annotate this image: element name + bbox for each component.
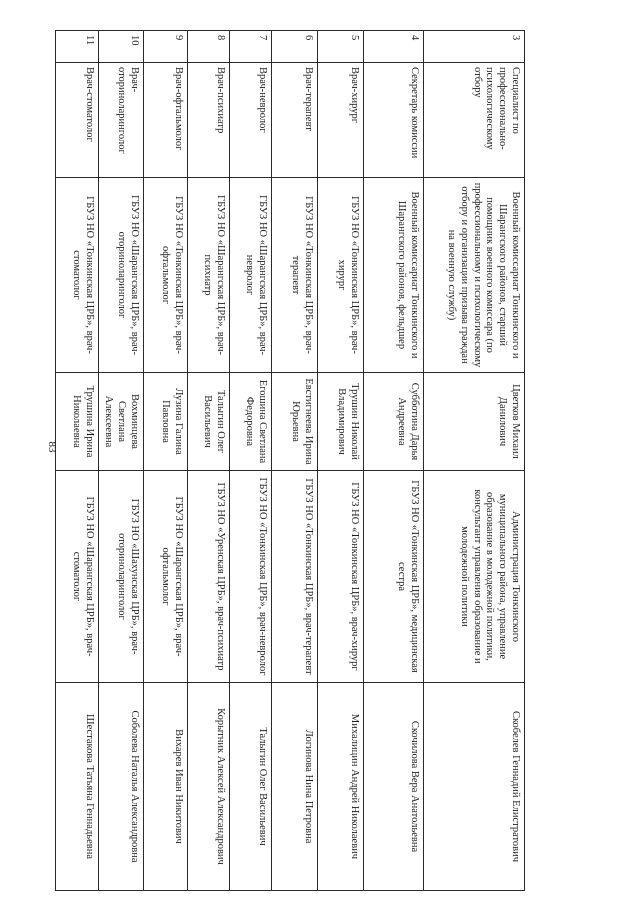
deputy-position-cell: ГБУЗ НО «Шахунская ЦРБ», врач-оториноларинголог (98, 471, 143, 683)
commission-table-container (57, 30, 525, 890)
deputy-position-cell: ГБУЗ НО «Тонкинская ЦРБ», медицинская сестра (364, 471, 424, 683)
role-cell: Врач-стоматолог (55, 63, 98, 178)
deputy-person-cell: Скочилова Вера Анатольевна (364, 683, 424, 891)
main-person-cell: Евстигнеева Ирина Юрьевна (272, 373, 318, 471)
main-position-cell: ГБУЗ НО «Шарангская ЦРБ», врач-оториноларинголог (98, 178, 143, 373)
role-cell: Врач-психиатр (188, 63, 230, 178)
main-position-cell: ГБУЗ НО «Шарангская ЦРБ», врач-психиатр (188, 178, 230, 373)
main-position-cell: ГБУЗ НО «Тонкинская ЦРБ», врач-хирург (318, 178, 364, 373)
row-number: 3 (424, 31, 525, 63)
table-row (144, 31, 188, 891)
deputy-position-cell: ГБУЗ НО «Шарангская ЦРБ», врач-офтальмолог (144, 471, 188, 683)
role-cell: Врач-оториноларинголог (98, 63, 143, 178)
row-number: 11 (55, 31, 98, 63)
deputy-person-cell: Талыгин Олег Васильевич (230, 683, 272, 891)
table-row (55, 31, 98, 891)
row-number: 8 (188, 31, 230, 63)
main-position-cell: ГБУЗ НО «Тонкинская ЦРБ», врач-стоматолог (55, 178, 98, 373)
role-cell: Врач-терапевт (272, 63, 318, 178)
main-person-cell: Лузина Галина Павловна (144, 373, 188, 471)
deputy-person-cell: Скобелев Геннадий Елистратович (424, 683, 525, 891)
deputy-person-cell: Михалицин Андрей Николаевич (318, 683, 364, 891)
row-number: 7 (230, 31, 272, 63)
deputy-person-cell: Вихарев Иван Никитович (144, 683, 188, 891)
main-position-cell: Военный комиссариат Тонкинского и Шарангского районов, старший помощник военного комиссара (по профессиональному и психологическому отбору и организации призыва граждан на военную службу) (424, 178, 525, 373)
deputy-position-cell: ГБУЗ НО «Тонкинская ЦРБ», врач-хирург (318, 471, 364, 683)
main-person-cell: Цветков Михаил Данилович (424, 373, 525, 471)
page-number: 83 (46, 441, 58, 453)
main-position-cell: Военный комиссариат Тонкинского и Шарангского районов, фельдшер (364, 178, 424, 373)
row-number: 10 (98, 31, 143, 63)
table-row (318, 31, 364, 891)
deputy-person-cell: Корытник Алексей Александрович (188, 683, 230, 891)
main-person-cell: Трушин Николай Владимирович (318, 373, 364, 471)
role-cell: Специалист по профессионально-психологическому отбору (424, 63, 525, 178)
commission-composition-table (55, 30, 525, 891)
table-row (364, 31, 424, 891)
table-row (98, 31, 143, 891)
role-cell: Врач-хирург (318, 63, 364, 178)
deputy-person-cell: Шестакова Татьяна Геннадьевна (55, 683, 98, 891)
row-number: 5 (318, 31, 364, 63)
deputy-person-cell: Логинова Нина Петровна (272, 683, 318, 891)
row-number: 6 (272, 31, 318, 63)
role-cell: Секретарь комиссии (364, 63, 424, 178)
main-person-cell: Талыгин Олег Васильевич (188, 373, 230, 471)
role-cell: Врач-невролог (230, 63, 272, 178)
deputy-position-cell: ГБУЗ НО «Шарангская ЦРБ», врач-стоматолог (55, 471, 98, 683)
deputy-position-cell: ГБУЗ НО «Тонкинская ЦРБ», врач-невролог (230, 471, 272, 683)
main-person-cell: Егошина Светлана Федоровна (230, 373, 272, 471)
main-person-cell: Вохминцева Светлана Алексеевна (98, 373, 143, 471)
main-person-cell: Трушина Ирина Николаевна (55, 373, 98, 471)
table-row (272, 31, 318, 891)
table-row (230, 31, 272, 891)
main-position-cell: ГБУЗ НО «Шарангская ЦРБ», врач-невролог (230, 178, 272, 373)
deputy-position-cell: ГБУЗ НО «Уренская ЦРБ», врач-психиатр (188, 471, 230, 683)
role-cell: Врач-офтальмолог (144, 63, 188, 178)
table-row (188, 31, 230, 891)
deputy-person-cell: Соболева Наталья Александровна (98, 683, 143, 891)
main-person-cell: Субботина Дарья Андреевна (364, 373, 424, 471)
row-number: 9 (144, 31, 188, 63)
row-number: 4 (364, 31, 424, 63)
main-position-cell: ГБУЗ НО «Тонкинская ЦРБ», врач-терапевт (272, 178, 318, 373)
deputy-position-cell: Администрация Тонкинского муниципального района, управление образование в молодежной политики, консультант управления образование и молодежной политики (424, 471, 525, 683)
table-row (424, 31, 525, 891)
main-position-cell: ГБУЗ НО «Тонкинская ЦРБ», врач-офтальмолог (144, 178, 188, 373)
deputy-position-cell: ГБУЗ НО «Тонкинская ЦРБ», врач-терапевт (272, 471, 318, 683)
